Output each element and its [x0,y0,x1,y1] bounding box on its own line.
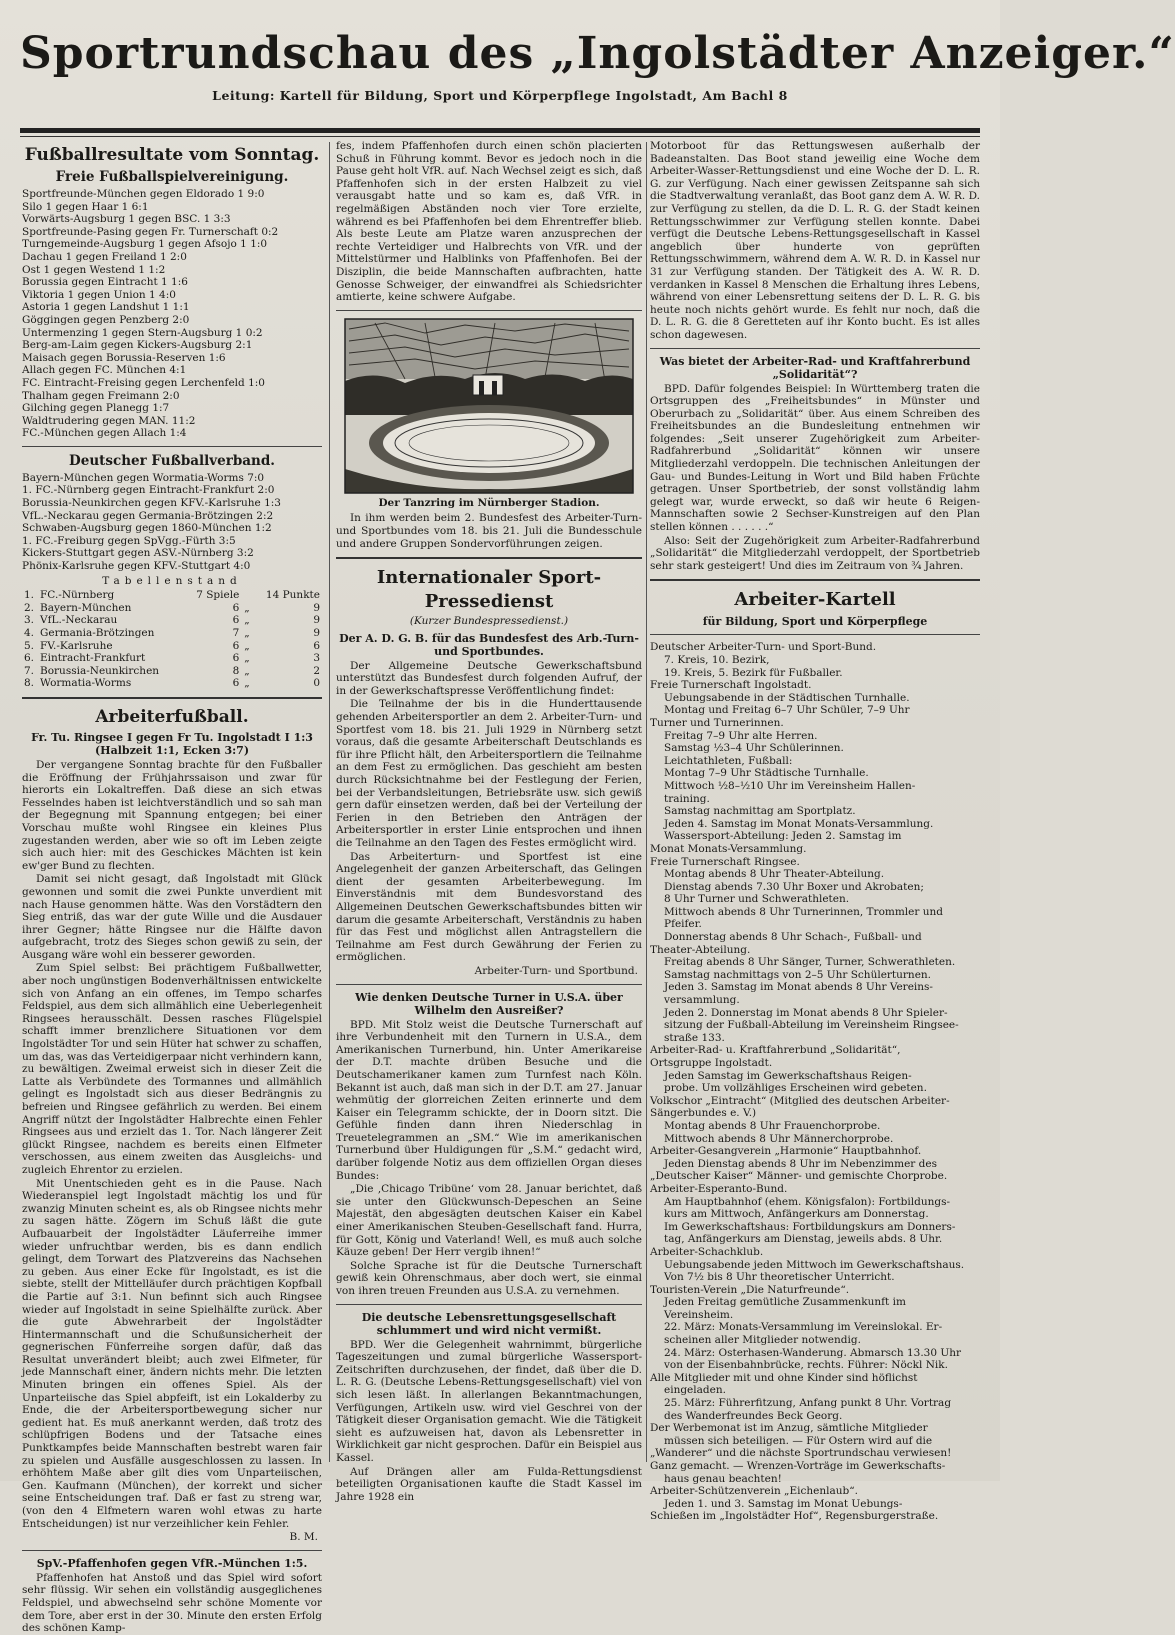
schedule-line: Jeden 2. Donnerstag im Monat abends 8 Uhr Spieler- [664,1006,948,1019]
schedule-line: Donnerstag abends 8 Uhr Schach-, Fußball- und [664,931,922,944]
table-row [22,589,322,602]
schedule-line: Deutscher Arbeiter-Turn- und Sport-Bund. [650,641,877,654]
kartell-heading: Arbeiter-Kartell [734,589,896,611]
schedule-line: Samstag ½3–4 Uhr Schülerinnen. [664,742,844,755]
table-row [22,627,322,640]
result-line: Maisach gegen Borussia-Reserven 1:6 [22,351,226,364]
schedule-line: Sängerbundes e. V.) [650,1107,757,1120]
article-paragraph: Damit sei nicht gesagt, daß Ingolstadt mit Glück gewonnen und somit die zwei Punkte unverdient mit nach Hause genommen hätte. Was den Vorstädtern den Sieg entriß, das war der gute Wille und die Ausdauer ihrer Gegner; hätte Ringsee nur die Hälfte davon aufgebracht, trotz des Sieges schon gewiß zu sein, der Ausgang wäre wohl ein besserer geworden. [22,873,322,961]
result-line: Ost 1 gegen Westend 1 1:2 [22,263,166,276]
adgb-body [336,660,642,964]
schedule-line: müssen sich beteiligen. — Für Ostern wird auf die [664,1434,933,1447]
schedule-line: Jeden 1. und 3. Samstag im Monat Uebungs- [664,1497,903,1510]
table-row [22,665,322,678]
results-heading: Fußballresultate vom Sonntag. [24,145,320,165]
article-paragraph: Solche Sprache ist für die Deutsche Turnerschaft gewiß kein Ohrenschmaus, aber doch wert, sie einmal von ihren treuen Freunden aus U.S.A. zu vernehmen. [336,1259,642,1297]
schedule-line: „Deutscher Kaiser“ Männer- und gemischte Chorprobe. [650,1170,948,1183]
schedule-line: Mittwoch ½8–½10 Uhr im Vereinsheim Hallen- [664,779,916,792]
table-rank: 2. [24,601,35,614]
results-list-freie [22,188,322,440]
section-title-freie: Freie Fußballspielvereinigung. [55,169,289,185]
schedule-line: probe. Um vollzähliges Erscheinen wird gebeten. [664,1082,927,1095]
schedule-line: Ortsgruppe Ingolstadt. [650,1057,773,1069]
schedule-line: Freitag 7–9 Uhr alte Herren. [664,729,818,742]
table-games: 6 [232,639,240,652]
table-games: 6 [232,614,240,627]
result-line: Silo 1 gegen Haar 1 6:1 [22,200,149,213]
divider [22,697,322,699]
table-games: 7 [232,627,240,639]
result-line: Schwaben-Augsburg gegen 1860-München 1:2 [22,522,272,535]
result-line: Vorwärts-Augsburg 1 gegen BSC. 1 3:3 [22,213,231,226]
caption-text: In ihm werden beim 2. Bundesfest des Arbeiter-Turn- und Sportbundes vom 18. bis 21. Juli die Bundesschule und andere Gruppen Sondervorführungen zeigen. [336,512,642,550]
next-match-heading: SpV.-Pfaffenhofen gegen VfR.-München 1:5. [36,1556,308,1570]
dlrg-body [336,1339,642,1504]
schedule-line: Dienstag abends 7.30 Uhr Boxer und Akrobaten; [664,880,924,893]
schedule-line: straße 133. [664,1031,725,1044]
divider [336,1304,642,1305]
dlrg-heading: Die deutsche Lebensrettungsgesellschaft schlummert und wird nicht vermißt. [361,1310,617,1337]
result-line: Borussia gegen Eintracht 1 1:6 [22,276,188,289]
divider [650,348,980,349]
result-line: Kickers-Stuttgart gegen ASV.-Nürnberg 3:2 [22,547,254,560]
table-games: 6 [232,677,240,690]
table-team: Wormatia-Worms [40,677,132,690]
result-line: 1. FC.-Nürnberg gegen Eintracht-Frankfurt 2:0 [22,484,275,497]
table-points: 3 [313,652,320,665]
schedule-line: Arbeiter-Rad- u. Kraftfahrerbund „Solidarität“, [650,1044,901,1057]
adgb-heading: Der A. D. G. B. für das Bundesfest des Arb.-Turn- und Sportbundes. [339,631,639,658]
newspaper-subtitle: Leitung: Kartell für Bildung, Sport und Körperpflege Ingolstadt, Am Bachl 8 [212,88,788,103]
table-ditto: „ [244,639,250,652]
article-paragraph: BPD. Wer die Gelegenheit wahrnimmt, bürgerliche Tageszeitungen und zumal bürgerliche Wassersport-Zeitschriften durchzusehen, der findet, daß über die D. L. R. G. (Deutsche Lebens-Rettungsgesellschaft) viel von sich lesen läßt. In allerlangen Bekanntmachungen, Verfügungen, Artikeln usw. wird viel Geschrei von der Tätigkeit dieser Organisation gemacht. Wie die Tätigkeit sieht es aufzuweisen hat, davon als Lebensretter in Wirklichkeit gar nicht gesprochen. Dafür ein Beispiel aus Kassel. [336,1338,642,1464]
article-paragraph: Das Arbeiterturn- und Sportfest ist eine Angelegenheit der ganzen Arbeiterschaft, das Gelingen dient der gesamten Arbeiterbewegung. Im Einverständnis mit dem Bundesvorstand des Allgemeinen Deutschen Gewerkschaftsbundes bitten wir darum die gesamte Arbeiterschaft, Verständnis zu haben für das Fest und möglichst allen Antragstellern die Teilnahme am Fest durch Gewährung der Ferien zu ermöglichen. [336,850,642,964]
schedule-line: Von 7½ bis 8 Uhr theoretischer Unterricht. [664,1271,895,1284]
result-line: 1. FC.-Freiburg gegen SpVgg.-Fürth 3:5 [22,534,236,547]
table-ditto: „ [244,664,250,677]
schedule-line: Montag abends 8 Uhr Frauenchorprobe. [664,1119,881,1132]
table-title: Tabellenstand [102,574,242,587]
table-points: 9 [313,601,320,614]
schedule-line: haus genau beachten! [664,1472,782,1485]
table-points: 9 [313,627,320,639]
result-line: Untermenzing 1 gegen Stern-Augsburg 1 0:2 [22,326,263,339]
article-paragraph: Der vergangene Sonntag brachte für den Fußballer die Eröffnung der Frühjahrssaison und zwar für hierorts ein Lokaltreffen. Daß diese an sich etwas Fesselndes haben ist leichtverständlich und so sah man der Begegnung mit Spannung entgegen; bei einer Vorschau mußte wohl Ringsee ein kleines Plus zugestanden werden, aber wie so oft im Leben zeigte sich auch hier: mit des Geschickes Mächten ist kein ew'ger Bund zu flechten. [22,758,322,872]
schedule-line: Arbeiter-Esperanto-Bund. [650,1182,788,1195]
schedule-line: 22. März: Monats-Versammlung im Vereinslokal. Er- [664,1321,943,1334]
table-rank: 7. [24,664,35,677]
schedule-line: Mittwoch abends 8 Uhr Männerchorprobe. [664,1132,894,1145]
table-team: FV.-Karlsruhe [40,639,113,652]
result-line: Thalham gegen Freimann 2:0 [22,389,180,402]
divider [336,557,642,559]
table-team: Germania-Brötzingen [40,627,155,639]
press-subheading: (Kurzer Bundespressedienst.) [409,615,569,628]
article-paragraph: Auf Drängen aller am Fulda-Rettungsdienst beteiligten Organisationen kaufte die Stadt Kassel im Jahre 1928 ein [336,1465,642,1503]
divider [650,634,980,635]
article-paragraph: Der Allgemeine Deutsche Gewerkschaftsbund unterstützt das Bundesfest durch folgenden Aufruf, der in der Gewerkschaftspresse Veröffentlichung findet: [336,659,642,697]
continuation-text: fes, indem Pfaffenhofen durch einen schön placierten Schuß in Führung kommt. Bevor es jedoch noch in die Pause geht holt VfR. auf. Nach Wechsel zeigt es sich, daß Pfaffenhofen sich in der ersten Halbzeit zu viel verausgabt hatte und so kam es, daß VfR. in regelmäßigen Abständen noch vier Tore erzielte, während es bei Pfaffenhofen bei dem Ehrentreffer blieb. Als beste Leute am Platze waren anzusprechen der rechte Verteidiger und Halbrechts von VfR. und der Mittelstürmer und Halblinks von Pfaffenhofen. Bei der Disziplin, die beide Mannschaften aufbrachten, hatte Genosse Schweiger, der einwandfrei als Schiedsrichter amtierte, keine schwere Aufgabe. [336,140,642,304]
schedule-line: Freie Turnerschaft Ingolstadt. [650,679,812,692]
schedule-line: des Wanderfreundes Beck Georg. [664,1409,843,1422]
schedule-line: Samstag nachmittag am Sportplatz. [664,805,856,818]
article-paragraph: BPD. Dafür folgendes Beispiel: In Württemberg traten die Ortsgruppen des „Freiheitsbundes“ in Münster und Oberurbach zu „Solidarität“ über. Aus einem Schreiben des Freiheitsbundes an die Bundesleitung entnehmen wir folgendes: „Seit unserer Zugehörigkeit zum Arbeiter-Radfahrerbund „Solidarität“ können wir unsere Mitgliederzahl verdoppeln. Die technischen Anleitungen der Gau- und Bundes-Leitung in Wort und Bild haben Früchte getragen. Unser Sportbetrieb, der sonst vollständig lahm gelegt war, wurde erweckt, so daß wir heute 6 Reigen-Mannschaften sowie 2 Sechser-Kunstreigen auf den Plan stellen können . . . . . .“ [650,382,980,534]
schedule-line: Theater-Abteilung. [650,943,751,956]
schedule-line: eingeladen. [664,1384,726,1397]
divider [650,579,980,581]
table-points: 2 [313,664,320,677]
table-games: 8 [232,664,240,677]
schedule-line: Arbeiter-Gesangverein „Harmonie“ Hauptbahnhof. [650,1145,922,1158]
schedule-line: 24. März: Osterhasen-Wanderung. Abmarsch 13.30 Uhr [664,1346,961,1359]
article-paragraph: Die Teilnahme der bis in die Hunderttausende gehenden Arbeitersportler an dem 2. Arbeiter-Turn- und Sportfest vom 18. bis 21. Juli 1929 in Nürnberg setzt voraus, daß die gesamte Arbeiterschaft Deutschlands es für ihre Pflicht hält, den Arbeitersportlern die Teilnahme an dem Fest zu ermöglichen. Das geschieht am besten durch Rücksichtnahme bei der Festlegung der Ferien, bei der Verbandsleitungen, Betriebsräte usw. sich gewiß gern dafür einsetzen werden, daß bei der Verteilung der Ferien in den Betrieben den Anträgen der Arbeitersportler in erster Linie entsprochen und ihnen die Teilnahme an den Tagen des Festes ermöglicht wird. [336,698,642,849]
schedule-line: 8 Uhr Turner und Schwerathleten. [664,893,850,906]
table-rank: 4. [24,627,35,639]
schedule-line: Uebungsabende jeden Mittwoch im Gewerkschaftshaus. [664,1258,965,1271]
schedule-line: kurs am Mittwoch, Anfängerkurs am Donnerstag. [664,1208,929,1221]
table-row [22,640,322,653]
schedule-line: Leichtathleten, Fußball: [664,754,793,767]
schedule-line: Freitag abends 8 Uhr Sänger, Turner, Schwerathleten. [664,956,956,969]
result-line: Bayern-München gegen Wormatia-Worms 7:0 [22,471,265,484]
schedule-line: Uebungsabende in der Städtischen Turnhalle. [664,691,910,704]
table-rank: 8. [24,677,35,690]
table-rank: 6. [24,652,35,665]
divider [22,446,322,447]
table-points: 6 [313,639,320,652]
schedule-line: Schießen im „Ingolstädter Hof“, Regensburgerstraße. [650,1510,939,1523]
schedule-line: Montag und Freitag 6–7 Uhr Schüler, 7–9 Uhr [664,704,910,717]
schedule-line: Volkschor „Eintracht“ (Mitglied des deutschen Arbeiter- [650,1094,950,1107]
column-divider [646,142,647,1462]
schedule-line: Vereinsheim. [664,1308,734,1321]
article-paragraph: Also: Seit der Zugehörigkeit zum Arbeiter-Radfahrerbund „Solidarität“ die Mitgliederzahl verdoppelt, der Sportbetrieb sehr stark gesteigert! Und dies im Zeitraum von ¾ Jahren. [650,534,980,572]
result-line: Borussia-Neunkirchen gegen KFV.-Karlsruhe 1:3 [22,497,281,510]
table-games: 7 Spiele [196,589,240,602]
table-team: Borussia-Neunkirchen [40,664,160,677]
schedule-line: „Wanderer“ und die nächste Sportrundschau verwiesen! [650,1447,952,1460]
schedule-line: Pfeifer. [664,918,702,931]
article-paragraph: „Die ‚Chicago Tribüne‘ vom 28. Januar berichtet, daß sie unter den Glückwunsch-Depeschen an Seine Majestät, den abgesägten deutschen Kaiser ein Kabel einer Amerikanischen Steuben-Gesellschaft fand. Hurra, für Gott, König und Vaterland! Well, es muß auch solche Käuze geben! Der Herr vergib ihnen!“ [336,1183,642,1259]
schedule-line: Arbeiter-Schachklub. [650,1245,764,1258]
continuation-text: Motorboot für das Rettungswesen außerhalb der Badeanstalten. Das Boot stand jeweilig eine Woche dem Arbeiter-Wasser-Rettungsdienst und eine Woche der D. L. R. G. zur Verfügung. Nach einer gewissen Zeitspanne sah sich die Stadtverwaltung veranlaßt, das Boot ganz dem A. W. R. D. zur Verfügung zu stellen, da die D. L. R. G. der Stadt keinen Rettungsschwimmer zur Verfügung stellen konnte. Dabei verfügt die Deutsche Lebens-Rettungsgesellschaft in Kassel angeblich über hunderte von geprüften Rettungsschwimmern, während dem A. W. R. D. in Kassel nur 31 zur Verfügung standen. Der Tätigkeit des A. W. R. D. verdanken in Kassel 8 Menschen die Erhaltung ihres Lebens, während von einer Lebensrettung seitens der D. L. R. G. bis heute noch nichts gehört wurde. Es fehlt nur noch, daß die D. L. R. G. die 8 Geretteten auf ihr Konto bucht. Es ist alles schon dagewesen. [650,140,980,341]
table-row [22,614,322,627]
result-line: Göggingen gegen Penzberg 2:0 [22,313,190,326]
result-line: Sportfreunde-München gegen Eldorado 1 9:0 [22,188,265,200]
schedule-line: scheinen aller Mitglieder notwendig. [664,1334,861,1347]
column-divider [329,142,330,1462]
table-team: Bayern-München [40,601,132,614]
schedule-line: 19. Kreis, 5. Bezirk für Fußballer. [664,666,843,679]
table-ditto: „ [244,614,250,627]
schedule-line: Jeden Freitag gemütliche Zusammenkunft im [664,1296,906,1309]
stadium-illustration [345,319,633,493]
table-rank: 3. [24,614,35,627]
section-title-dfv: Deutscher Fußballverband. [69,452,275,469]
press-heading: Internationaler Sport-Pressedienst [376,567,602,613]
schedule-line: Jeden Samstag im Gewerkschaftshaus Reigen- [664,1069,912,1082]
divider [336,984,642,985]
turner-body [336,1019,642,1298]
masthead [20,22,1175,142]
newspaper-title: Sportrundschau des „Ingolstädter Anzeiger.“ [20,28,1175,79]
result-line: Phönix-Karlsruhe gegen KFV.-Stuttgart 4:0 [22,560,251,573]
table-ditto: „ [244,652,250,665]
result-line: Waldtrudering gegen MAN. 11:2 [22,414,196,427]
schedule-line: Mittwoch abends 8 Uhr Turnerinnen, Trommler und [664,905,943,918]
schedule-line: Monat Monats-Versammlung. [650,842,807,855]
result-line: Astoria 1 gegen Landshut 1 1:1 [22,301,190,314]
table-ditto: „ [244,601,250,614]
schedule-line: Turner und Turnerinnen. [650,716,784,729]
schedule-line: Jeden 3. Samstag im Monat abends 8 Uhr Vereins- [664,981,933,994]
schedule-line: Jeden Dienstag abends 8 Uhr im Nebenzimmer des [664,1157,937,1170]
schedule-line: Touristen-Verein „Die Naturfreunde“. [650,1283,850,1296]
table-points: 9 [313,614,320,627]
table-rank: 5. [24,639,35,652]
schedule-line: tag, Anfängerkurs am Dienstag, jeweils abds. 8 Uhr. [664,1233,943,1246]
schedule-line: versammlung. [664,994,740,1007]
schedule-line: Im Gewerkschaftshaus: Fortbildungskurs am Donners- [664,1220,956,1233]
schedule-line: sitzung der Fußball-Abteilung im Vereinsheim Ringsee- [664,1019,959,1032]
schedule-line: Wassersport-Abteilung: Jeden 2. Samstag im [664,830,902,843]
table-ditto: „ [244,677,250,690]
schedule-line: Ganz gemacht. — Wrenzen-Vorträge im Gewerkschafts- [650,1460,946,1472]
schedule-line: 25. März: Führerfitzung, Anfang punkt 8 Uhr. Vortrag [664,1397,952,1410]
club-schedule [650,641,980,1523]
result-line: FC. Eintracht-Freising gegen Lerchenfeld 1:0 [22,376,265,389]
article-signature: B. M. [289,1531,318,1544]
table-row [22,677,322,690]
column-1 [22,140,322,1635]
article-heading: Arbeiterfußball. [95,706,249,727]
kartell-subheading: für Bildung, Sport und Körperpflege [702,615,928,629]
table-team: VfL.-Neckarau [40,614,118,627]
article-paragraph: Zum Spiel selbst: Bei prächtigem Fußballwetter, aber noch ungünstigen Bodenverhältnissen entwickelte sich von Anfang an ein offenes, im Tempo scharfes Feldspiel, aus dem sich allmählich eine Ueberlegenheit Ringsees herausschält. Dessen rasches Flügelspiel schafft immer brenzlichere Situationen vor dem Ingolstädter Tor und sein Hüter hat schwer zu schaffen, um das, was das Verteidigerpaar nicht verhindern kann, zu bewältigen. Zweimal erweist sich in dieser Zeit die Latte als Verbündete des Tormannes und allmählich gelingt es Ingolstadt sich aus dieser Bedrängnis zu befreien und Ringsee gefährlich zu werden. Bei einem Angriff nützt der Ingolstädter Halbrechte einen Fehler Ringsees aus und erzielt das 1. Tor. Nach längerer Zeit glückt Ringsee, nachdem es bereits einen Elfmeter verschossen, aus einem zweiten das Ausgleichs- und zugleich Ehrentor zu erzielen. [22,962,322,1176]
solidaritaet-body [650,383,980,573]
turner-heading: Wie denken Deutsche Turner in U.S.A. über Wilhelm den Ausreißer? [355,990,623,1017]
table-games: 6 [232,652,240,665]
result-line: Gilching gegen Planegg 1:7 [22,402,170,415]
schedule-line: Der Werbemonat ist im Anzug, sämtliche Mitglieder [650,1422,928,1435]
schedule-line: Montag 7–9 Uhr Städtische Turnhalle. [664,767,869,780]
result-line: VfL.-Neckarau gegen Germania-Brötzingen 2:2 [22,509,274,522]
schedule-line: Am Hauptbahnhof (ehem. Königsfalon): Fortbildungs- [664,1195,951,1208]
table-team: Eintracht-Frankfurt [40,652,146,665]
schedule-line: training. [664,792,710,805]
next-match-text: Pfaffenhofen hat Anstoß und das Spiel wird sofort sehr flüssig. Wir sehen ein vollständig ausgeglichenes Feldspiel, und abwechselnd sehr schöne Momente vor dem Tore, aber erst in der 30. Minute den ersten Erfolg des schönen Kamp- [22,1571,322,1635]
schedule-line: Jeden 4. Samstag im Monat Monats-Versammlung. [664,817,934,830]
table-team: FC.-Nürnberg [40,589,115,602]
result-line: Sportfreunde-Pasing gegen Fr. Turnerschaft 0:2 [22,225,279,238]
table-rank: 1. [24,589,35,602]
schedule-line: Arbeiter-Schützenverein „Eichenlaub“. [650,1485,858,1498]
results-list-dfv [22,472,322,573]
solidaritaet-heading: Was bietet der Arbeiter-Rad- und Kraftfahrerbund „Solidarität“? [659,354,971,381]
table-points: 14 Punkte [265,589,320,602]
image-caption: Der Tanzring im Nürnberger Stadion. [378,496,600,509]
column-3 [650,140,980,1523]
masthead-rule [20,128,980,133]
standings-table [22,589,322,690]
table-row [22,652,322,665]
schedule-line: Freie Turnerschaft Ringsee. [650,855,800,868]
divider [336,310,642,311]
schedule-line: Samstag nachmittags von 2–5 Uhr Schülerturnen. [664,968,932,981]
article-subhead: Fr. Tu. Ringsee I gegen Fr Tu. Ingolstadt I 1:3 (Halbzeit 1:1, Ecken 3:7) [31,730,313,757]
schedule-line: Alle Mitglieder mit und ohne Kinder sind höflichst [650,1371,918,1384]
table-points: 0 [313,677,320,690]
result-line: FC.-München gegen Allach 1:4 [22,427,187,440]
article-paragraph: BPD. Mit Stolz weist die Deutsche Turnerschaft auf ihre Verbundenheit mit den Turnern in U.S.A., dem Amerikanischen Turnerbund, hin. Unter Amerikareise der D.T. machte drüben Besuche und die Deutschamerikaner kamen zum Turnfest nach Köln. Bekannt ist auch, daß man sich in der D.T. am 27. Januar wehmütig der glorreichen Zeiten erinnerte und dem Kaiser ein Telegramm schickte, der in Doorn sitzt. Die Gefühle finden dann ihren Niederschlag in Treuetelegrammen an „SM.“ Wie im amerikanischen Turnerbund über Huldigungen für „S.M.“ gedacht wird, darüber folgende Notiz aus dem offiziellen Organ dieses Bundes: [336,1018,642,1182]
schedule-line: Montag abends 8 Uhr Theater-Abteilung. [664,868,885,881]
schedule-line: von der Eisenbahnbrücke, rechts. Führer: Nöckl Nik. [664,1359,948,1372]
table-row [22,602,322,615]
adgb-signature: Arbeiter-Turn- und Sportbund. [474,964,638,977]
article-body [22,759,322,1530]
column-2 [336,140,642,1503]
article-paragraph: Mit Unentschieden geht es in die Pause. Nach Wiederanspiel legt Ingolstadt mächtig los und für zwanzig Minuten scheint es, als ob Ringsee nichts mehr zu sagen hätte. Zögern im Schuß läßt die gute Aufbauarbeit der Ingolstädter Läuferreihe immer wieder unfruchtbar werden, bis es dann endlich gelingt, dem Torwart des Platzvereins das Nachsehen zu geben. Aus einer Ecke für Ingolstadt, es ist die siebte, stellt der Mittelläufer durch prächtigen Kopfball die Partie auf 3:1. Nun befinnt sich auch Ringsee wieder auf Ingolstadt in seine Spielhälfte zurück. Aber die gute Abwehrarbeit der Ingolstädter Hintermannschaft und die Schußunsicherheit der gegnerischen Fünferreihe sorgen dafür, daß das Resultat unverändert bleibt; auch zwei Elfmeter, für jede Mannschaft einer, ändern nichts mehr. Die letzten Minuten bringen ein offenes Spiel. Als der Unparteiische das Spiel abpfeift, ist ein Lokalderby zu Ende, die der Arbeitersportbewegung sicher nur gedient hat. Es muß anerkannt werden, daß trotz des schlüpfrigen Bodens und der Tatsache eines Punktkampfes beide Mannschaften bestrebt waren fair zu spielen und Ausfälle ausgeschlossen zu lassen. In erhöhtem Maße aber gilt dies vom Unparteiischen, Gen. Kaufmann (München), der korrekt und sicher seine Entscheidungen traf. Daß er fast zu streng war, (von den 4 Elfmetern waren wohl etwas zu harte Entscheidungen) ist nur verzeihlicher kein Fehler. [22,1177,322,1530]
masthead-rule-thin [20,136,980,137]
table-ditto: „ [244,627,250,639]
result-line: Dachau 1 gegen Freiland 1 2:0 [22,250,187,263]
table-ditto [241,589,252,602]
result-line: Allach gegen FC. München 4:1 [22,364,187,377]
divider [22,1550,322,1551]
schedule-line: 7. Kreis, 10. Bezirk, [664,654,770,666]
result-line: Turngemeinde-Augsburg 1 gegen Afsojo 1 1:0 [22,238,268,251]
result-line: Berg-am-Laim gegen Kickers-Augsburg 2:1 [22,339,253,352]
result-line: Viktoria 1 gegen Union 1 4:0 [22,288,176,301]
table-games: 6 [232,601,240,614]
